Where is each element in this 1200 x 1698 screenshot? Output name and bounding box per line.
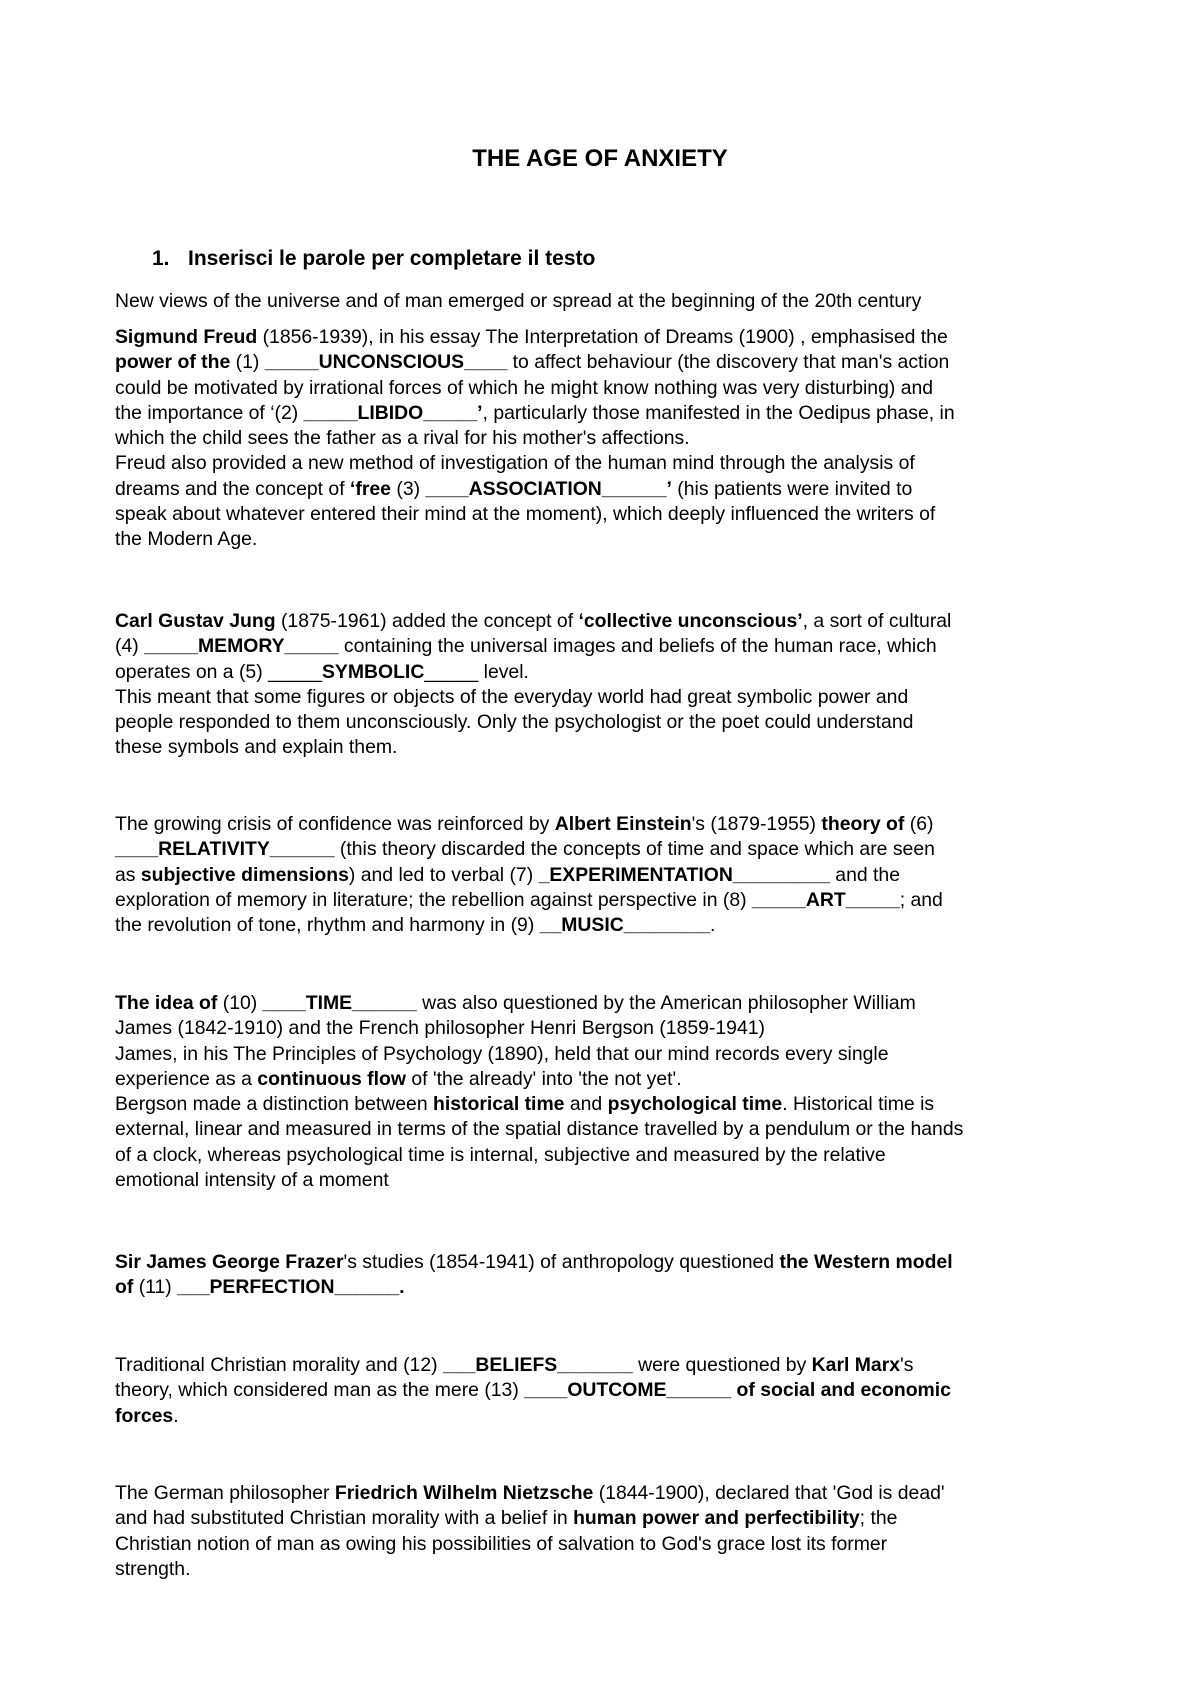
plain-text: (1875-1961) added the concept of [275,610,579,632]
text-line [115,325,955,350]
text-line: external, linear and measured in terms of the spatial distance travelled by a pendulum or the hands [115,1118,964,1141]
text-line [115,634,951,659]
text-line: James (1842-1910) and the French philosopher Henri Bergson (1859-1941) [115,1017,765,1040]
exercise-instruction: Inserisci le parole per completare il testo [188,247,596,270]
frazer-paragraph [115,1250,953,1301]
jung-paragraph [115,609,951,761]
plain-text: dreams and the concept of [115,477,350,500]
text-line [115,863,943,888]
answer-experimentation: _EXPERIMENTATION_________ [538,863,830,886]
bold-text: Sigmund Freud [115,326,258,348]
plain-text: (6) [904,813,934,835]
text-line [115,1481,945,1506]
plain-text: Traditional Christian morality and (12) [115,1354,443,1376]
text-line: the Modern Age. [115,528,258,551]
answer-relativity: ____RELATIVITY______ [115,838,335,861]
text-line [115,1067,963,1092]
freud-paragraph [115,325,955,553]
plain-text: (3) [390,477,426,500]
plain-text: experience as a [115,1067,258,1090]
text-line: Christian notion of man as owing his possibilities of salvation to God's grace lost its former [115,1532,888,1555]
plain-text: operates on a (5) _____ [115,660,322,683]
bold-text: Sir James George Frazer [115,1251,344,1273]
plain-text: . [173,1404,179,1427]
plain-text: , a sort of cultural [802,610,952,632]
text-line: these symbols and explain them. [115,736,398,759]
bold-text: Carl Gustav Jung [115,610,276,632]
answer-association: ____ASSOCIATION______’ [425,477,672,500]
plain-text: (this theory discarded the concepts of time and space which are seen [334,838,935,861]
plain-text: and had substituted Christian morality with a belief in [115,1507,574,1530]
answer-art: _____ART_____ [751,888,900,911]
bold-text: Karl Marx [811,1354,901,1376]
answer-perfection: ___PERFECTION______. [177,1276,405,1299]
plain-text: 's [900,1354,914,1376]
text-line: This meant that some figures or objects of the everyday world had great symbolic power and [115,685,909,708]
intro-paragraph [115,289,921,314]
bold-text: subjective dimensions [140,863,349,886]
plain-text: to affect behaviour (the discovery that man's action [507,351,950,374]
plain-text: Bergson made a distinction between [115,1093,433,1116]
plain-text: 's (1879-1955) [691,813,822,835]
text-line [115,812,943,837]
plain-text: . [710,914,716,937]
plain-text: containing the universal images and beliefs of the human race, which [338,635,937,658]
plain-text: ) and led to verbal (7) [348,863,539,886]
bold-text: ‘free [350,477,391,500]
text-line [115,1404,951,1429]
text-line [115,1353,951,1378]
plain-text: (10) [217,992,263,1014]
text-line [115,401,955,426]
plain-text: , particularly those manifested in the Oedipus phase, in [482,401,955,424]
text-line [115,837,943,862]
nietzsche-paragraph [115,1481,945,1582]
bold-text: theory of [821,813,905,835]
text-line: could be motivated by irrational forces of which he might know nothing was very disturbing) and [115,376,934,399]
bold-text: of [115,1276,134,1299]
exercise-number: 1. [152,247,170,270]
text-line [115,660,951,685]
answer-unconscious: _____UNCONSCIOUS____ [264,351,508,374]
bold-text: the Western model [779,1251,953,1273]
plain-text: ; the [859,1507,898,1530]
text-line [115,1250,953,1275]
bold-text: power of the [115,351,231,374]
bold-text: psychological time [607,1093,783,1116]
bold-text: ‘collective unconscious’ [578,610,803,632]
bold-text: Albert Einstein [554,813,692,835]
document-title: THE AGE OF ANXIETY [472,145,728,172]
plain-text: of 'the already' into 'the not yet'. [405,1067,682,1090]
time-paragraph [115,991,963,1193]
text-line [115,609,951,634]
answer-music: __MUSIC________ [539,914,710,937]
marx-paragraph [115,1353,951,1429]
bold-text: The idea of [115,992,218,1014]
answer-symbolic: SYMBOLIC [321,660,425,683]
text-line [115,1506,945,1531]
bold-text: historical time [433,1093,565,1116]
bold-text: human power and perfectibility [573,1507,860,1530]
bold-text: Friedrich Wilhelm Nietzsche [334,1482,594,1504]
plain-text: ; and [899,888,943,911]
text-line: New views of the universe and of man emerged or spread at the beginning of the 20th century [115,290,922,312]
answer-libido: _____LIBIDO_____’ [303,401,483,424]
plain-text: The German philosopher [115,1482,335,1504]
answer-outcome: ____OUTCOME______ [524,1379,732,1402]
plain-text: exploration of memory in literature; the rebellion against perspective in (8) [115,888,752,911]
text-line [115,1275,953,1300]
text-line: of a clock, whereas psychological time is internal, subjective and measured by the relative [115,1143,886,1166]
text-line [115,888,943,913]
plain-text: (1) [230,351,265,374]
plain-text: the importance of ‘(2) [115,401,304,424]
text-line [115,350,955,375]
bold-text: continuous flow [257,1067,406,1090]
text-line: James, in his The Principles of Psychology (1890), held that our mind records every single [115,1042,889,1065]
plain-text: (1856-1939), in his essay The Interpretation of Dreams (1900) , emphasised the [257,326,948,348]
plain-text: . Historical time is [782,1093,935,1116]
text-line: strength. [115,1557,191,1580]
answer-memory: _____MEMORY_____ [144,635,339,658]
plain-text: The growing crisis of confidence was reinforced by [115,813,555,835]
plain-text: the revolution of tone, rhythm and harmony in (9) [115,914,540,937]
text-line: people responded to them unconsciously. Only the psychologist or the poet could understand [115,711,914,734]
plain-text: theory, which considered man as the mere (13) [115,1379,525,1402]
text-line [115,913,943,938]
plain-text: (4) [115,635,145,658]
plain-text: and the [829,863,900,886]
plain-text: 's studies (1854-1941) of anthropology questioned [343,1251,780,1273]
plain-text: (his patients were invited to [671,477,913,500]
text-line: speak about whatever entered their mind at the moment), which deeply influenced the writers of [115,503,936,526]
text-line: emotional intensity of a moment [115,1169,389,1192]
answer-beliefs: ___BELIEFS_______ [442,1354,633,1376]
plain-text: (11) [133,1276,178,1299]
plain-text: was also questioned by the American philosopher William [416,992,916,1014]
bold-text: of social and economic [736,1379,951,1402]
plain-text: as [115,863,141,886]
plain-text: and [564,1093,608,1116]
text-line: which the child sees the father as a rival for his mother's affections. [115,427,690,450]
text-line [115,991,963,1016]
answer-time: ____TIME______ [262,992,417,1014]
plain-text: (1844-1900), declared that 'God is dead' [593,1482,945,1504]
text-line [115,1378,951,1403]
text-line: Freud also provided a new method of investigation of the human mind through the analysis of [115,452,915,475]
einstein-paragraph [115,812,943,938]
text-line [115,477,955,502]
bold-text: forces [115,1404,174,1427]
plain-text: were questioned by [632,1354,812,1376]
plain-text: _____ level. [424,660,529,683]
text-line [115,1092,963,1117]
